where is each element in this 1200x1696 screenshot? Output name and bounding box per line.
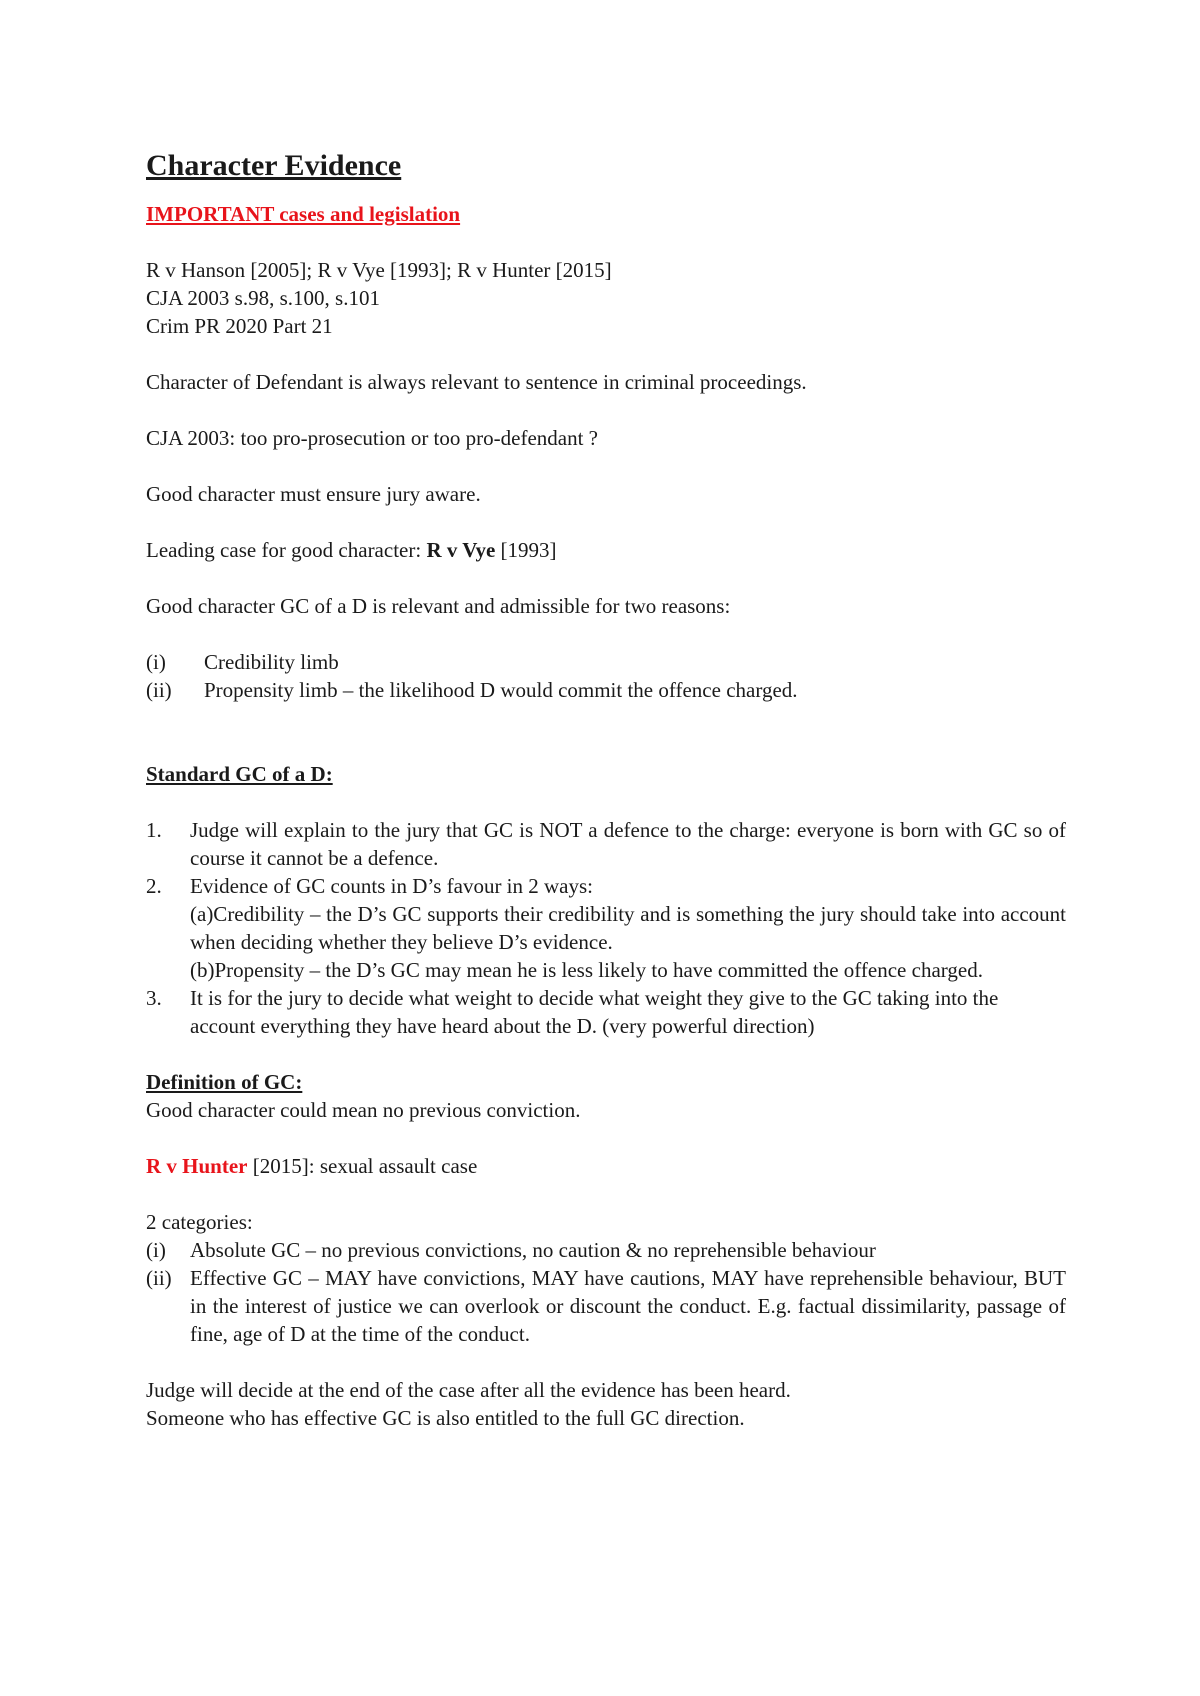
- important-heading: IMPORTANT cases and legislation: [146, 202, 461, 226]
- paragraph-hunter: [146, 1152, 1066, 1180]
- list-item: [146, 816, 1066, 872]
- list-text: Propensity limb – the likelihood D would commit the offence charged.: [204, 678, 798, 702]
- leading-case-year: [1993]: [495, 538, 557, 562]
- list-text: Judge will explain to the jury that GC is NOT a defence to the charge: everyone is born with GC so of course it cannot be a defence.: [190, 818, 1066, 870]
- list-text: Effective GC – MAY have convictions, MAY have cautions, MAY have reprehensible behaviour, BUT in the interest of justice we can overlook or discount the conduct. E.g. factual dissimilarity, passage of fine, age of D at the time of the conduct.: [190, 1266, 1066, 1346]
- list-subitem-propensity: (b)Propensity – the D’s GC may mean he is less likely to have committed the offence charged.: [190, 958, 983, 982]
- list-marker: 2.: [146, 874, 162, 898]
- list-item: [146, 984, 1066, 1040]
- paragraph-good-character: Good character must ensure jury aware.: [146, 482, 481, 506]
- list-text: It is for the jury to decide what weight to decide what weight they give to the GC taking into the account everything they have heard about the D. (very powerful direction): [190, 986, 999, 1038]
- list-item: [146, 872, 1066, 984]
- categories-list: [146, 1236, 1066, 1348]
- list-marker: (ii): [146, 1266, 172, 1290]
- document-body: [146, 146, 1066, 1432]
- definition-heading: Definition of GC:: [146, 1070, 303, 1094]
- list-item: [146, 676, 1066, 704]
- closing-line: Judge will decide at the end of the case after all the evidence has been heard.: [146, 1378, 791, 1402]
- document-title: Character Evidence: [146, 149, 402, 182]
- paragraph-reasons: Good character GC of a D is relevant and admissible for two reasons:: [146, 594, 731, 618]
- list-marker: (i): [146, 650, 166, 674]
- list-text: [190, 872, 1066, 984]
- list-item: [146, 1264, 1066, 1348]
- list-marker: (i): [146, 1238, 166, 1262]
- list-text: Absolute GC – no previous convictions, no caution & no reprehensible behaviour: [190, 1238, 876, 1262]
- categories-label: 2 categories:: [146, 1210, 253, 1234]
- list-item: [146, 1236, 1066, 1264]
- standard-heading: Standard GC of a D:: [146, 762, 333, 786]
- standard-list: [146, 816, 1066, 1040]
- leading-prefix: Leading case for good character:: [146, 538, 427, 562]
- list-subitem-credibility: (a)Credibility – the D’s GC supports their credibility and is something the jury should take into account when deciding whether they believe D’s evidence.: [190, 902, 1066, 954]
- list-text-main: Evidence of GC counts in D’s favour in 2 ways:: [190, 874, 594, 898]
- reference-line: R v Hanson [2005]; R v Vye [1993]; R v Hunter [2015]: [146, 258, 612, 282]
- leading-case-name: R v Vye: [426, 538, 496, 562]
- paragraph-leading-case: [146, 536, 1066, 564]
- reference-line: Crim PR 2020 Part 21: [146, 314, 333, 338]
- list-marker: 3.: [146, 986, 162, 1010]
- hunter-case-rest: [2015]: sexual assault case: [247, 1154, 478, 1178]
- paragraph-cja: CJA 2003: too pro-prosecution or too pro-defendant ?: [146, 426, 598, 450]
- definition-text: Good character could mean no previous conviction.: [146, 1098, 581, 1122]
- hunter-case-name: R v Hunter: [146, 1154, 248, 1178]
- reference-line: CJA 2003 s.98, s.100, s.101: [146, 286, 380, 310]
- closing-line: Someone who has effective GC is also entitled to the full GC direction.: [146, 1406, 745, 1430]
- list-marker: 1.: [146, 818, 162, 842]
- list-item: [146, 648, 1066, 676]
- list-marker: (ii): [146, 678, 172, 702]
- paragraph-relevant: Character of Defendant is always relevant to sentence in criminal proceedings.: [146, 370, 807, 394]
- list-text: Credibility limb: [204, 650, 339, 674]
- limbs-list: [146, 648, 1066, 704]
